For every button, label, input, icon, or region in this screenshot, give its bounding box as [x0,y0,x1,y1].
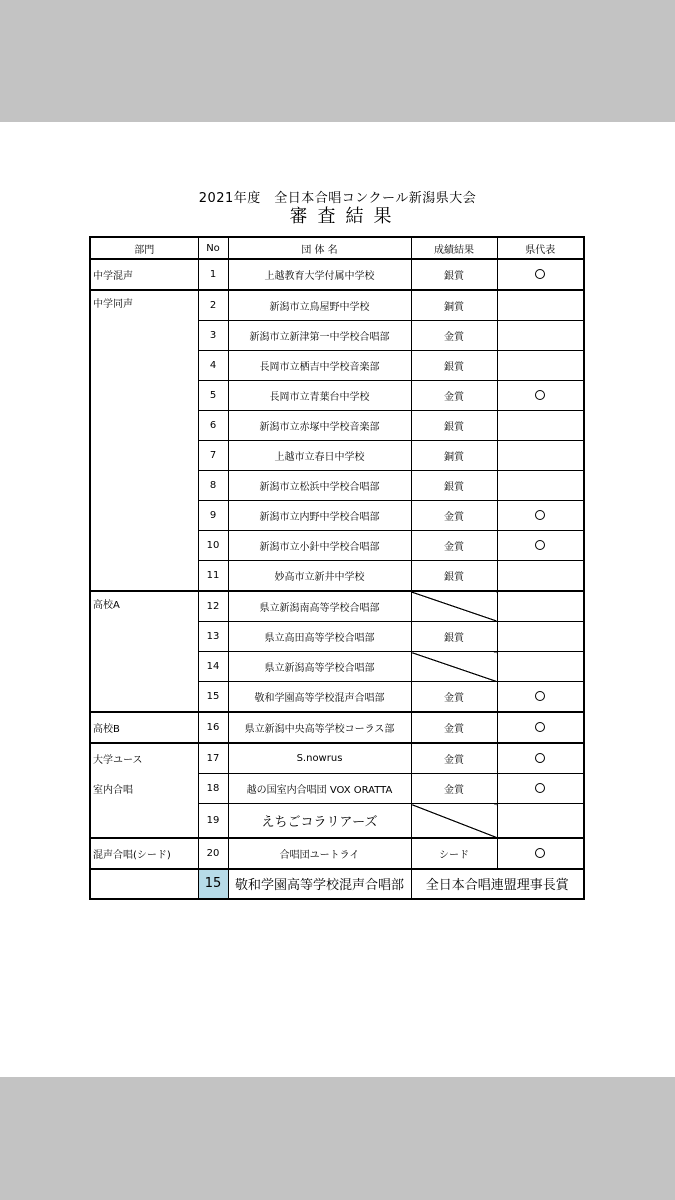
name-cell: 新潟市立内野中学校合唱部 [228,501,411,531]
column-header-name: 団 体 名 [228,237,411,259]
rep-cell [497,381,584,411]
result-cell-slash [411,652,497,682]
dept-cell-empty [90,869,198,899]
no-cell: 15 [198,682,228,713]
dept-cell: 高校A [90,591,198,712]
result-cell: 銅賞 [411,290,497,321]
rep-cell [497,531,584,561]
rep-cell [497,652,584,682]
result-cell: 金賞 [411,381,497,411]
document-page [0,122,675,1077]
rep-cell [497,290,584,321]
rep-cell [497,561,584,592]
name-cell: 上越教育大学付属中学校 [228,259,411,290]
rep-cell [497,321,584,351]
no-cell: 19 [198,804,228,838]
circle-mark-icon [535,722,545,732]
no-cell: 8 [198,471,228,501]
name-cell: 長岡市立栖吉中学校音楽部 [228,351,411,381]
dept-cell: 中学同声 [90,290,198,591]
no-cell: 13 [198,622,228,652]
name-cell: えちごコラリアーズ [228,804,411,838]
table-row [90,591,584,622]
result-cell: シード [411,838,497,869]
result-cell: 金賞 [411,774,497,804]
name-cell: 新潟市立赤塚中学校音楽部 [228,411,411,441]
no-cell: 14 [198,652,228,682]
no-cell: 18 [198,774,228,804]
name-cell: 県立高田高等学校合唱部 [228,622,411,652]
circle-mark-icon [535,510,545,520]
results-table [89,236,585,900]
name-cell: 県立新潟高等学校合唱部 [228,652,411,682]
table-row [90,838,584,869]
name-cell: 長岡市立青葉台中学校 [228,381,411,411]
name-cell: 敬和学園高等学校混声合唱部 [228,682,411,713]
name-cell: 新潟市立松浜中学校合唱部 [228,471,411,501]
rep-cell [497,804,584,838]
result-cell: 銀賞 [411,561,497,592]
result-cell: 銅賞 [411,441,497,471]
rep-cell [497,838,584,869]
no-cell: 5 [198,381,228,411]
rep-cell [497,351,584,381]
name-cell: 越の国室内合唱団 VOX ORATTA [228,774,411,804]
rep-cell [497,259,584,290]
special-no-cell: 15 [198,869,228,899]
bottom-gray-band [0,1077,675,1200]
name-cell: 県立新潟中央高等学校コーラス部 [228,712,411,743]
result-cell-slash [411,804,497,838]
dept-cell: 中学混声 [90,259,198,290]
result-cell: 銀賞 [411,259,497,290]
no-cell: 20 [198,838,228,869]
rep-cell [497,471,584,501]
dept-cell: 混声合唱(シード) [90,838,198,869]
circle-mark-icon [535,691,545,701]
result-cell: 金賞 [411,682,497,713]
dept-cell [90,804,198,838]
no-cell: 11 [198,561,228,592]
name-cell: 新潟市立鳥屋野中学校 [228,290,411,321]
special-name-cell: 敬和学園高等学校混声合唱部 [228,869,411,899]
column-header-no: No [198,237,228,259]
rep-cell [497,712,584,743]
circle-mark-icon [535,848,545,858]
name-cell: 新潟市立新津第一中学校合唱部 [228,321,411,351]
document-title: 2021年度 全日本合唱コンクール新潟県大会 [198,191,477,206]
rep-cell [497,682,584,713]
result-cell-slash [411,591,497,622]
no-cell: 4 [198,351,228,381]
column-header-representative: 県代表 [497,237,584,259]
name-cell: S.nowrus [228,743,411,774]
table-row [90,290,584,321]
result-cell: 銀賞 [411,351,497,381]
column-header-result: 成績結果 [411,237,497,259]
special-award-cell: 全日本合唱連盟理事長賞 [411,869,584,899]
rep-cell [497,441,584,471]
table-header-row [90,237,584,259]
result-cell: 金賞 [411,531,497,561]
table-row [90,259,584,290]
result-cell: 銀賞 [411,622,497,652]
table-row [90,712,584,743]
name-cell: 県立新潟南高等学校合唱部 [228,591,411,622]
result-cell: 金賞 [411,743,497,774]
circle-mark-icon [535,269,545,279]
circle-mark-icon [535,753,545,763]
dept-cell: 高校B [90,712,198,743]
name-cell: 新潟市立小針中学校合唱部 [228,531,411,561]
name-cell: 妙高市立新井中学校 [228,561,411,592]
document-subtitle: 審査結果 [289,206,402,227]
dept-cell: 大学ユース [90,743,198,774]
name-cell: 上越市立春日中学校 [228,441,411,471]
circle-mark-icon [535,540,545,550]
dept-cell: 室内合唱 [90,774,198,804]
no-cell: 1 [198,259,228,290]
rep-cell [497,591,584,622]
result-cell: 金賞 [411,712,497,743]
table-row [90,774,584,804]
rep-cell [497,622,584,652]
result-cell: 金賞 [411,501,497,531]
table-row [90,743,584,774]
special-award-row [90,869,584,899]
no-cell: 3 [198,321,228,351]
result-cell: 金賞 [411,321,497,351]
result-cell: 銀賞 [411,411,497,441]
no-cell: 7 [198,441,228,471]
no-cell: 6 [198,411,228,441]
rep-cell [497,743,584,774]
circle-mark-icon [535,783,545,793]
no-cell: 16 [198,712,228,743]
rep-cell [497,774,584,804]
rep-cell [497,411,584,441]
no-cell: 17 [198,743,228,774]
no-cell: 10 [198,531,228,561]
circle-mark-icon [535,390,545,400]
table-row [90,804,584,838]
top-gray-band [0,0,675,122]
column-header-dept: 部門 [90,237,198,259]
name-cell: 合唱団ユートライ [228,838,411,869]
rep-cell [497,501,584,531]
no-cell: 2 [198,290,228,321]
no-cell: 12 [198,591,228,622]
result-cell: 銀賞 [411,471,497,501]
no-cell: 9 [198,501,228,531]
